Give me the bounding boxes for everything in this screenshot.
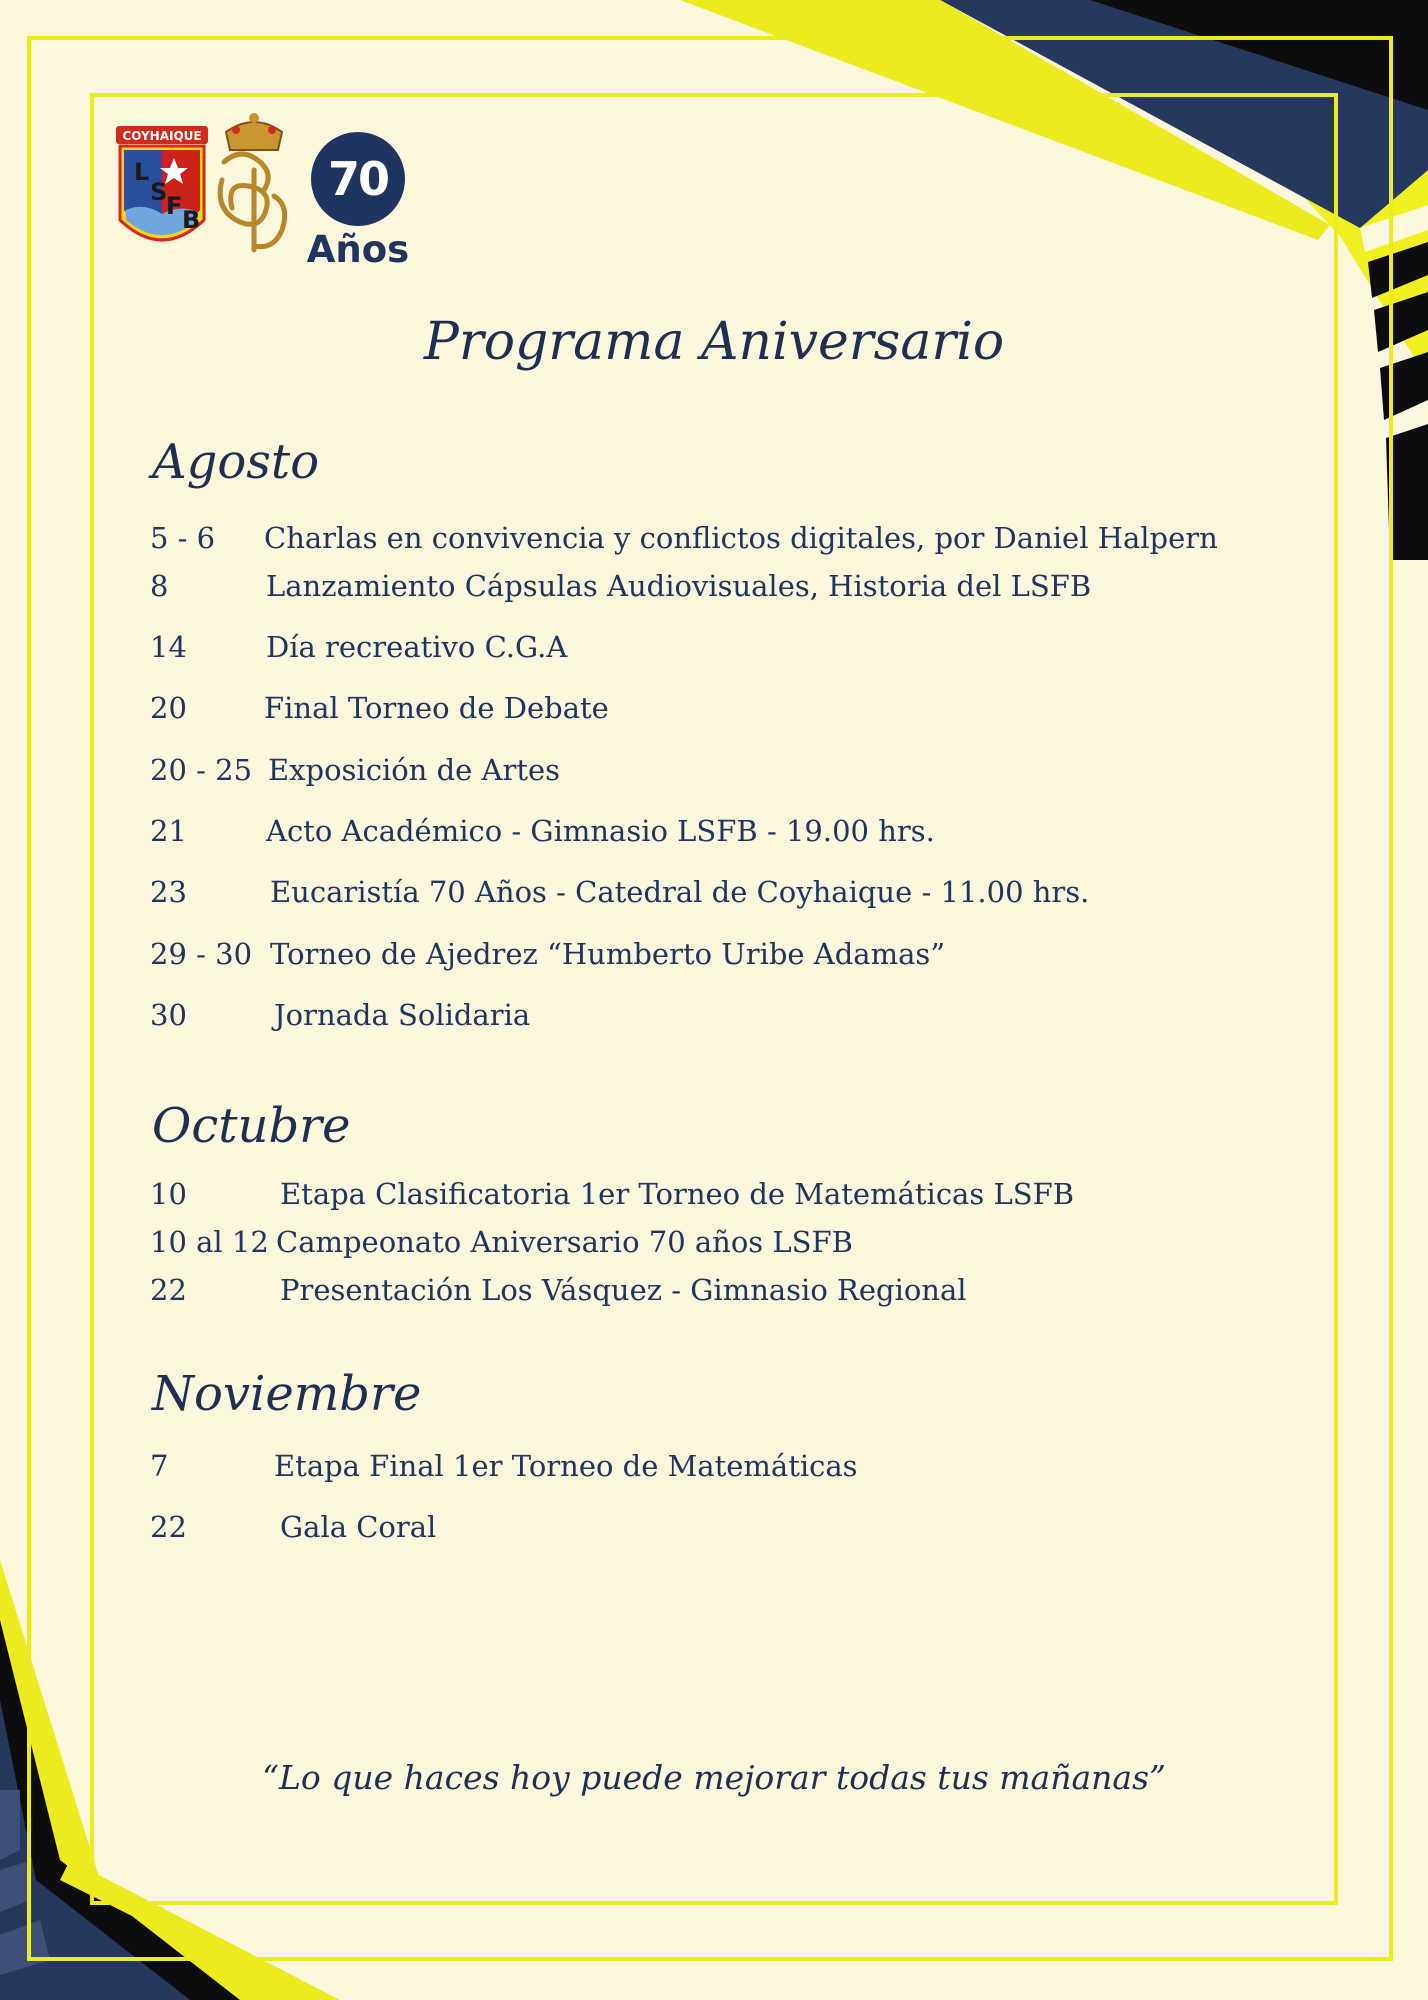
event-item: [150, 750, 1300, 790]
section-title-noviembre: Noviembre: [152, 1366, 422, 1422]
svg-text:F: F: [166, 192, 183, 220]
event-text: Charlas en convivencia y conflictos digitales, por Daniel Halpern: [264, 521, 1218, 555]
event-text: Jornada Solidaria: [274, 998, 531, 1032]
event-item: [150, 1270, 1300, 1310]
event-item: [150, 627, 1300, 667]
anniversary-badge: 70: [311, 132, 405, 226]
event-item: [150, 934, 1300, 974]
event-text: Día recreativo C.G.A: [266, 630, 568, 664]
event-date: 10 al 12: [150, 1225, 269, 1259]
svg-text:L: L: [134, 158, 150, 186]
event-item: [150, 566, 1300, 606]
event-text: Eucaristía 70 Años - Catedral de Coyhaique - 11.00 hrs.: [270, 875, 1090, 909]
event-item: [150, 518, 1300, 558]
section-title-octubre: Octubre: [152, 1098, 351, 1154]
event-item: [150, 872, 1300, 912]
event-item: [150, 811, 1300, 851]
anniversary-badge-label: Años: [306, 228, 410, 271]
event-text: Exposición de Artes: [268, 753, 561, 787]
event-item: [150, 995, 1300, 1035]
event-text: Etapa Clasificatoria 1er Torneo de Matemáticas LSFB: [280, 1177, 1075, 1211]
page-title: Programa Aniversario: [423, 312, 1005, 372]
event-text: Presentación Los Vásquez - Gimnasio Regional: [280, 1273, 967, 1307]
event-date: 8: [150, 569, 169, 603]
event-text: Gala Coral: [280, 1510, 437, 1544]
event-text: Etapa Final 1er Torneo de Matemáticas: [274, 1449, 858, 1483]
event-date: 20 - 25: [150, 753, 253, 787]
event-text: Campeonato Aniversario 70 años LSFB: [276, 1225, 853, 1259]
event-item: [150, 1222, 1300, 1262]
event-date: 21: [150, 814, 187, 848]
event-item: [150, 1446, 1300, 1486]
event-date: 23: [150, 875, 187, 909]
event-date: 20: [150, 691, 187, 725]
event-date: 14: [150, 630, 187, 664]
logo-text: COYHAIQUE: [122, 129, 202, 143]
motto-quote: “Lo que haces hoy puede mejorar todas tus mañanas”: [262, 1758, 1166, 1797]
event-date: 22: [150, 1273, 187, 1307]
event-item: [150, 688, 1300, 728]
event-date: 5 - 6: [150, 521, 216, 555]
event-date: 10: [150, 1177, 187, 1211]
svg-text:S: S: [150, 178, 168, 206]
event-date: 29 - 30: [150, 937, 253, 971]
event-text: Torneo de Ajedrez “Humberto Uribe Adamas”: [270, 937, 946, 971]
event-text: Acto Académico - Gimnasio LSFB - 19.00 hrs.: [266, 814, 935, 848]
event-date: 30: [150, 998, 187, 1032]
section-title-agosto: Agosto: [152, 434, 320, 490]
event-item: [150, 1174, 1300, 1214]
event-date: 7: [150, 1449, 169, 1483]
event-item: [150, 1507, 1300, 1547]
svg-text:B: B: [182, 206, 201, 234]
event-text: Lanzamiento Cápsulas Audiovisuales, Historia del LSFB: [266, 569, 1092, 603]
event-text: Final Torneo de Debate: [264, 691, 609, 725]
event-date: 22: [150, 1510, 187, 1544]
school-crest-logo: [114, 110, 304, 270]
